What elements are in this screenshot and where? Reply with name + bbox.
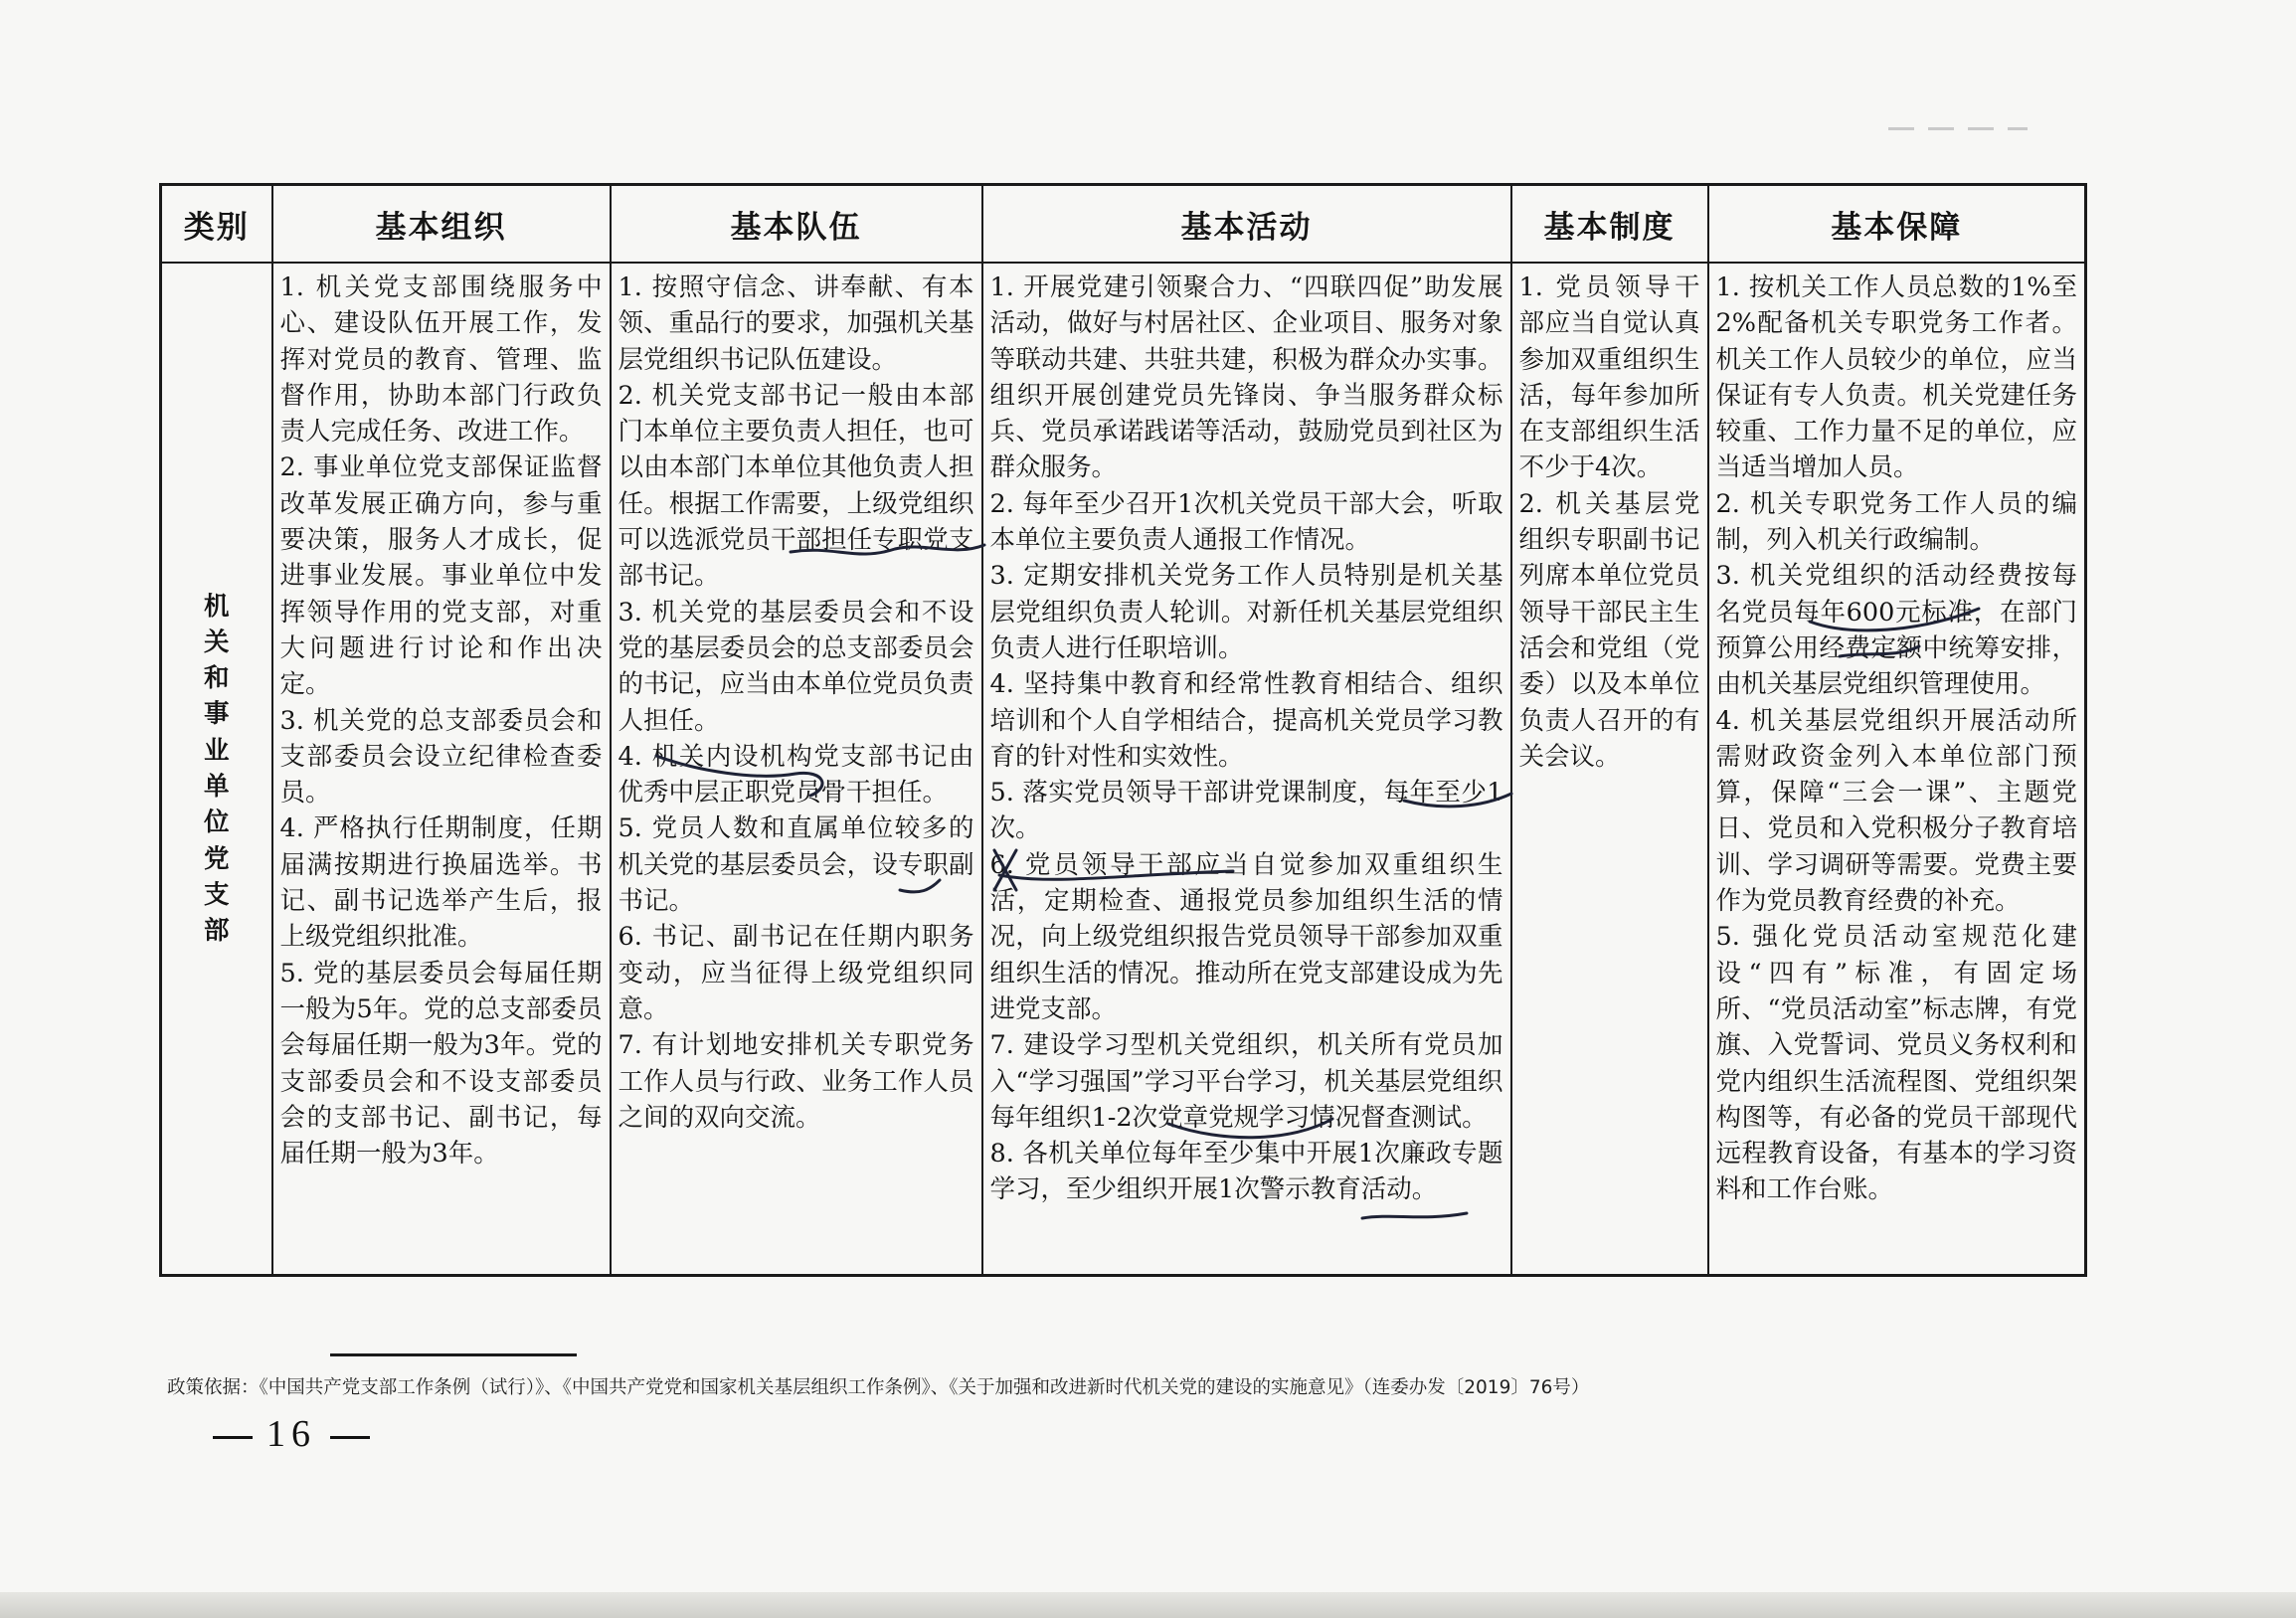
header-category: 类别: [161, 185, 272, 264]
activities-item: 7. 建设学习型机关党组织，机关所有党员加入“学习强国”学习平台学习，机关基层党组织每年组织1-2次党章党规学习情况督查测试。: [989, 1030, 1503, 1133]
organization-cell: [272, 263, 611, 1276]
team-item: 1. 按照守信念、讲奉献、有本领、重品行的要求，加强机关基层党组织书记队伍建设。: [618, 272, 974, 375]
team-item: 6. 书记、副书记在任期内职务变动，应当征得上级党组织同意。: [618, 922, 974, 1024]
organization-item: 4. 严格执行任期制度，任期届满按期进行换届选举。书记、副书记选举产生后，报上级党组织批准。: [279, 813, 603, 953]
activities-item: 2. 每年至少召开1次机关党员干部大会，听取本单位主要负责人通报工作情况。: [989, 488, 1503, 556]
team-item: 4. 机关内设机构党支部书记由优秀中层正职党员骨干担任。: [618, 741, 974, 809]
activities-item: 5. 落实党员领导干部讲党课制度，每年至少1次。: [989, 778, 1503, 844]
header-basic-organization: 基本组织: [272, 185, 611, 264]
organization-item: 5. 党的基层委员会每届任期一般为5年。党的总支部委员会每届任期一般为3年。党的支部委员会和不设支部委员会的支部书记、副书记，每届任期一般为3年。: [279, 958, 603, 1169]
organization-item: 2. 事业单位党支部保证监督改革发展正确方向，参与重要决策，服务人才成长，促进事业发展。事业单位中发挥领导作用的党支部，对重大问题进行讨论和作出决定。: [279, 452, 603, 700]
activities-item: 1. 开展党建引领聚合力、“四联四促”助发展活动，做好与村居社区、企业项目、服务对象等联动共建、共驻共建，积极为群众办实事。组织开展创建党员先锋岗、争当服务群众标兵、党员承诺践诺等活动，鼓励党员到社区为群众服务。: [989, 272, 1503, 483]
team-item: 3. 机关党的基层委员会和不设党的基层委员会的总支部委员会的书记，应当由本单位党员负责人担任。: [618, 597, 974, 736]
guarantee-item: 3. 机关党组织的活动经费按每名党员每年600元标准，在部门预算公用经费定额中统筹安排，由机关基层党组织管理使用。: [1715, 561, 2077, 700]
page-bottom-edge: [0, 1592, 2296, 1618]
policy-footnote: 政策依据：《中国共产党支部工作条例（试行）》、《中国共产党党和国家机关基层组织工作条例》、《关于加强和改进新时代机关党的建设的实施意见》（连委办发〔2019〕76号）: [167, 1377, 1590, 1398]
system-cell: [1511, 263, 1708, 1276]
organization-item: 1. 机关党支部围绕服务中心、建设队伍开展工作，发挥对党员的教育、管理、监督作用，协助本部门行政负责人完成任务、改进工作。: [279, 272, 603, 448]
page-number-value: 16: [266, 1413, 316, 1455]
activities-item: 6. 党员领导干部应当自觉参加双重组织生活，定期检查、通报党员参加组织生活的情况，向上级党组织报告党员领导干部参加双重组织生活的情况。推动所在党支部建设成为先进党支部。: [989, 849, 1503, 1024]
header-basic-system: 基本制度: [1511, 185, 1708, 264]
table-row: [161, 263, 2086, 1276]
guarantee-item: 5. 强化党员活动室规范化建设“四有”标准，有固定场所、“党员活动室”标志牌，有党旗、入党誓词、党员义务权利和党内组织生活流程图、党组织架构图等，有必备的党员干部现代远程教育设备，有基本的学习资料和工作台账。: [1715, 922, 2077, 1205]
category-label: 机关和事业单位党支部: [203, 591, 230, 947]
footnote-rule: [330, 1353, 577, 1356]
activities-item: 3. 定期安排机关党务工作人员特别是机关基层党组织负责人轮训。对新任机关基层党组织负责人进行任职培训。: [989, 561, 1503, 663]
activities-cell: [982, 263, 1511, 1276]
header-basic-guarantee: 基本保障: [1708, 185, 2086, 264]
guarantee-item: 2. 机关专职党务工作人员的编制，列入机关行政编制。: [1715, 488, 2077, 556]
activities-item: 8. 各机关单位每年至少集中开展1次廉政专题学习，至少组织开展1次警示教育活动。: [989, 1139, 1503, 1205]
bleed-through-mark: [1888, 127, 2028, 130]
guarantee-item: 1. 按机关工作人员总数的1%至2%配备机关专职党务工作者。机关工作人员较少的单位，应当保证有专人负责。机关党建任务较重、工作力量不足的单位，应当适当增加人员。: [1715, 272, 2077, 483]
table-header-row: [161, 185, 2086, 264]
policy-table: [159, 183, 2087, 1277]
team-cell: [611, 263, 982, 1276]
team-item: 2. 机关党支部书记一般由本部门本单位主要负责人担任，也可以由本部门本单位其他负责人担任。根据工作需要，上级党组织可以选派党员干部担任专职党支部书记。: [618, 380, 974, 592]
category-cell: [161, 263, 272, 1276]
team-item: 7. 有计划地安排机关专职党务工作人员与行政、业务工作人员之间的双向交流。: [618, 1030, 974, 1133]
activities-item: 4. 坚持集中教育和经常性教育相结合、组织培训和个人自学相结合，提高机关党员学习教育的针对性和实效性。: [989, 669, 1503, 772]
header-basic-team: 基本队伍: [611, 185, 982, 264]
page-number: [199, 1412, 384, 1456]
guarantee-cell: [1708, 263, 2086, 1276]
system-item: 1. 党员领导干部应当自觉认真参加双重组织生活，每年参加所在支部组织生活不少于4次。: [1518, 272, 1700, 483]
guarantee-item: 4. 机关基层党组织开展活动所需财政资金列入本单位部门预算，保障“三会一课”、主题党日、党员和入党积极分子教育培训、学习调研等需要。党费主要作为党员教育经费的补充。: [1715, 705, 2077, 917]
system-item: 2. 机关基层党组织专职副书记列席本单位党员领导干部民主生活会和党组（党委）以及本单位负责人召开的有关会议。: [1518, 488, 1700, 772]
organization-item: 3. 机关党的总支部委员会和支部委员会设立纪律检查委员。: [279, 705, 603, 809]
header-basic-activities: 基本活动: [982, 185, 1511, 264]
team-item: 5. 党员人数和直属单位较多的机关党的基层委员会，设专职副书记。: [618, 813, 974, 917]
